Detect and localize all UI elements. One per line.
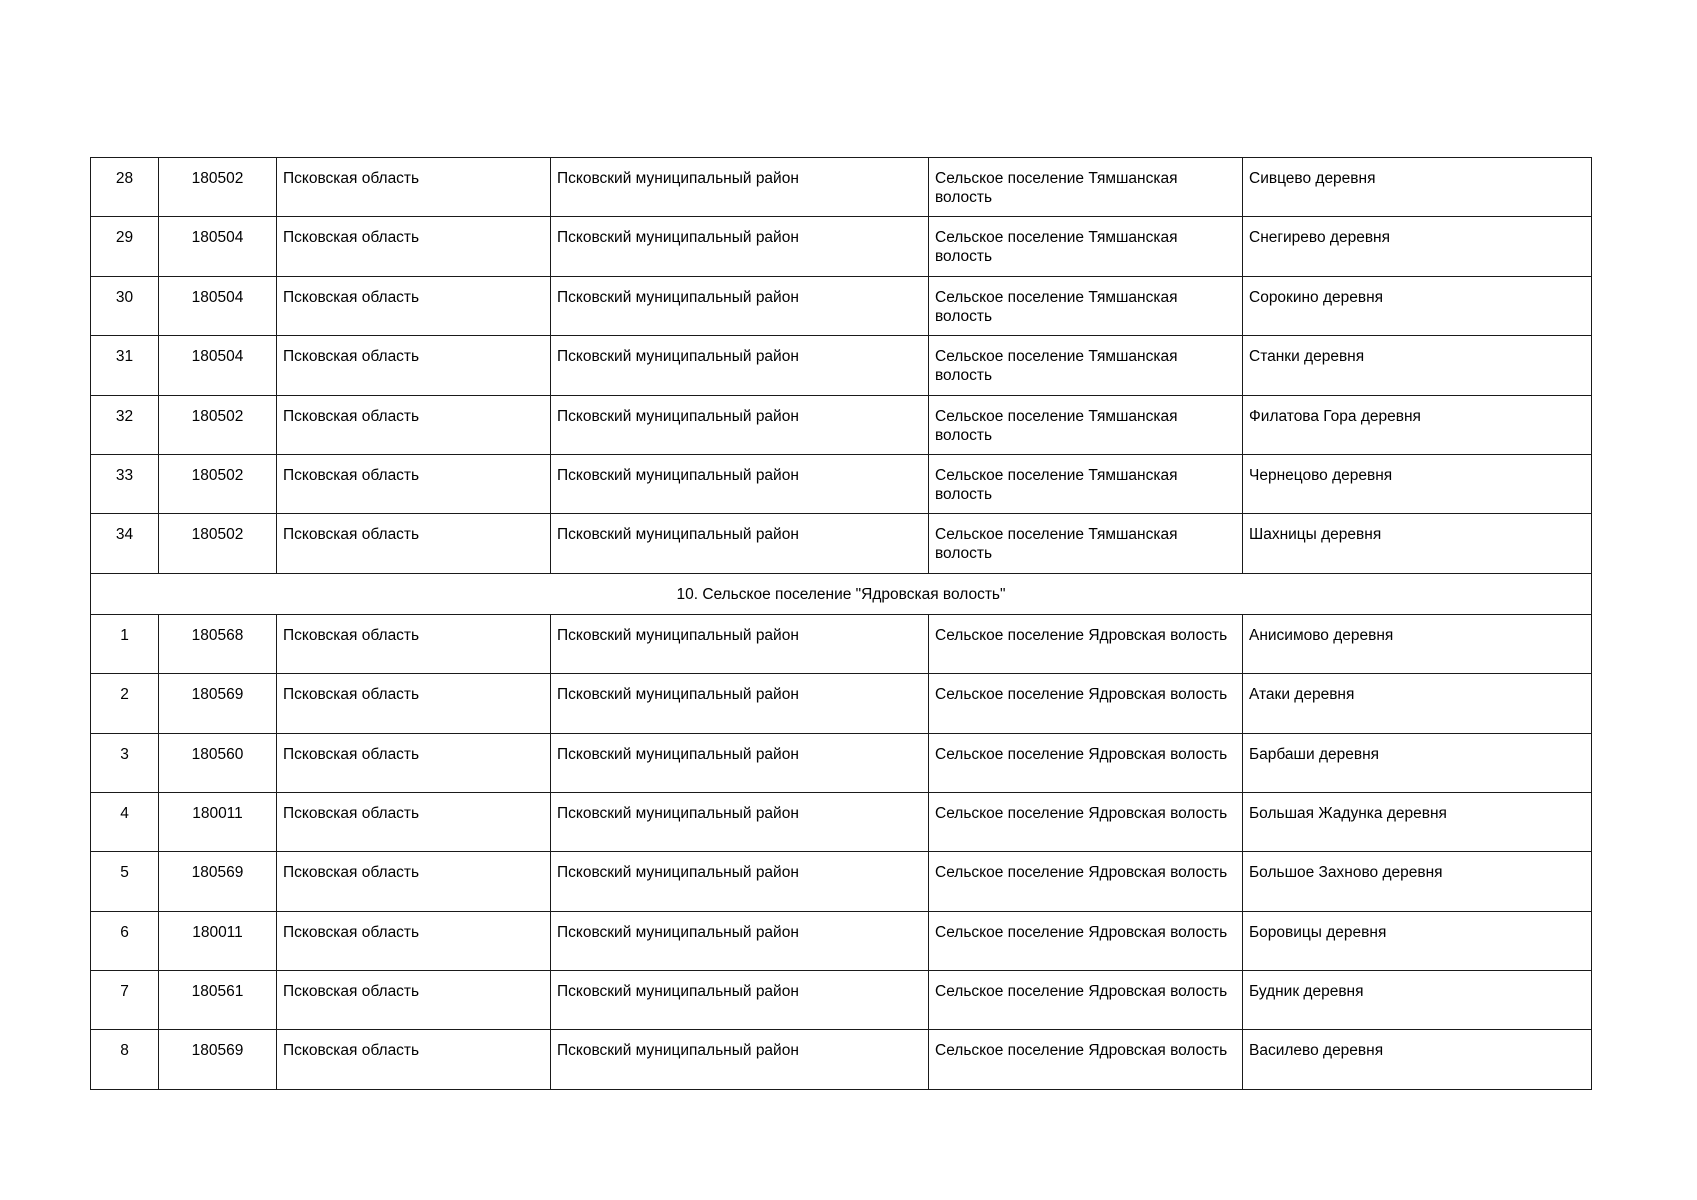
table-row bbox=[91, 336, 1592, 395]
settlement-cell: Сельское поселение Ядровская волость bbox=[929, 733, 1243, 792]
district-cell: Псковский муниципальный район bbox=[551, 792, 929, 851]
row-number-cell: 4 bbox=[91, 792, 159, 851]
postal-code-cell: 180561 bbox=[159, 971, 277, 1030]
table-row bbox=[91, 454, 1592, 513]
postal-code-cell: 180569 bbox=[159, 1030, 277, 1089]
table-row bbox=[91, 614, 1592, 673]
region-cell: Псковская область bbox=[277, 158, 551, 217]
postal-code-cell: 180011 bbox=[159, 911, 277, 970]
district-cell: Псковский муниципальный район bbox=[551, 276, 929, 335]
region-cell: Псковская область bbox=[277, 614, 551, 673]
postal-code-cell: 180504 bbox=[159, 336, 277, 395]
postal-code-cell: 180502 bbox=[159, 454, 277, 513]
settlement-cell: Сельское поселение Тямшанская волость bbox=[929, 454, 1243, 513]
row-number-cell: 33 bbox=[91, 454, 159, 513]
postal-code-cell: 180502 bbox=[159, 514, 277, 573]
table-row bbox=[91, 395, 1592, 454]
district-cell: Псковский муниципальный район bbox=[551, 733, 929, 792]
district-cell: Псковский муниципальный район bbox=[551, 336, 929, 395]
table-row bbox=[91, 514, 1592, 573]
table-row bbox=[91, 911, 1592, 970]
postal-code-cell: 180568 bbox=[159, 614, 277, 673]
locality-cell: Филатова Гора деревня bbox=[1243, 395, 1592, 454]
postal-code-cell: 180560 bbox=[159, 733, 277, 792]
district-cell: Псковский муниципальный район bbox=[551, 852, 929, 911]
locality-cell: Чернецово деревня bbox=[1243, 454, 1592, 513]
postal-code-cell: 180504 bbox=[159, 217, 277, 276]
row-number-cell: 30 bbox=[91, 276, 159, 335]
district-cell: Псковский муниципальный район bbox=[551, 911, 929, 970]
postal-code-cell: 180569 bbox=[159, 852, 277, 911]
region-cell: Псковская область bbox=[277, 852, 551, 911]
district-cell: Псковский муниципальный район bbox=[551, 158, 929, 217]
district-cell: Псковский муниципальный район bbox=[551, 971, 929, 1030]
row-number-cell: 28 bbox=[91, 158, 159, 217]
district-cell: Псковский муниципальный район bbox=[551, 217, 929, 276]
settlement-cell: Сельское поселение Тямшанская волость bbox=[929, 514, 1243, 573]
locality-cell: Будник деревня bbox=[1243, 971, 1592, 1030]
postal-code-cell: 180502 bbox=[159, 158, 277, 217]
table-row bbox=[91, 971, 1592, 1030]
region-cell: Псковская область bbox=[277, 674, 551, 733]
table-row bbox=[91, 852, 1592, 911]
settlement-cell: Сельское поселение Ядровская волость bbox=[929, 792, 1243, 851]
row-number-cell: 32 bbox=[91, 395, 159, 454]
table-row bbox=[91, 1030, 1592, 1089]
region-cell: Псковская область bbox=[277, 514, 551, 573]
table-row bbox=[91, 276, 1592, 335]
row-number-cell: 31 bbox=[91, 336, 159, 395]
district-cell: Псковский муниципальный район bbox=[551, 395, 929, 454]
district-cell: Псковский муниципальный район bbox=[551, 1030, 929, 1089]
table-row bbox=[91, 792, 1592, 851]
row-number-cell: 5 bbox=[91, 852, 159, 911]
locality-cell: Боровицы деревня bbox=[1243, 911, 1592, 970]
district-cell: Псковский муниципальный район bbox=[551, 614, 929, 673]
district-cell: Псковский муниципальный район bbox=[551, 454, 929, 513]
region-cell: Псковская область bbox=[277, 454, 551, 513]
postal-code-cell: 180011 bbox=[159, 792, 277, 851]
locality-cell: Снегирево деревня bbox=[1243, 217, 1592, 276]
region-cell: Псковская область bbox=[277, 395, 551, 454]
row-number-cell: 3 bbox=[91, 733, 159, 792]
region-cell: Псковская область bbox=[277, 1030, 551, 1089]
district-cell: Псковский муниципальный район bbox=[551, 514, 929, 573]
settlement-cell: Сельское поселение Ядровская волость bbox=[929, 911, 1243, 970]
row-number-cell: 34 bbox=[91, 514, 159, 573]
settlement-cell: Сельское поселение Ядровская волость bbox=[929, 852, 1243, 911]
postal-code-cell: 180502 bbox=[159, 395, 277, 454]
table-row bbox=[91, 674, 1592, 733]
table-row bbox=[91, 217, 1592, 276]
settlement-cell: Сельское поселение Тямшанская волость bbox=[929, 158, 1243, 217]
settlements-table bbox=[90, 157, 1592, 1090]
region-cell: Псковская область bbox=[277, 336, 551, 395]
locality-cell: Атаки деревня bbox=[1243, 674, 1592, 733]
row-number-cell: 7 bbox=[91, 971, 159, 1030]
section-header-row bbox=[91, 573, 1592, 614]
locality-cell: Станки деревня bbox=[1243, 336, 1592, 395]
row-number-cell: 2 bbox=[91, 674, 159, 733]
table-row bbox=[91, 158, 1592, 217]
settlement-cell: Сельское поселение Ядровская волость bbox=[929, 1030, 1243, 1089]
locality-cell: Шахницы деревня bbox=[1243, 514, 1592, 573]
row-number-cell: 1 bbox=[91, 614, 159, 673]
district-cell: Псковский муниципальный район bbox=[551, 674, 929, 733]
region-cell: Псковская область bbox=[277, 792, 551, 851]
settlement-cell: Сельское поселение Тямшанская волость bbox=[929, 217, 1243, 276]
region-cell: Псковская область bbox=[277, 971, 551, 1030]
settlement-cell: Сельское поселение Тямшанская волость bbox=[929, 395, 1243, 454]
settlement-cell: Сельское поселение Тямшанская волость bbox=[929, 336, 1243, 395]
table-row bbox=[91, 733, 1592, 792]
locality-cell: Сорокино деревня bbox=[1243, 276, 1592, 335]
locality-cell: Большая Жадунка деревня bbox=[1243, 792, 1592, 851]
settlement-cell: Сельское поселение Ядровская волость bbox=[929, 971, 1243, 1030]
settlement-cell: Сельское поселение Тямшанская волость bbox=[929, 276, 1243, 335]
locality-cell: Василево деревня bbox=[1243, 1030, 1592, 1089]
locality-cell: Анисимово деревня bbox=[1243, 614, 1592, 673]
settlement-cell: Сельское поселение Ядровская волость bbox=[929, 674, 1243, 733]
locality-cell: Большое Захново деревня bbox=[1243, 852, 1592, 911]
locality-cell: Сивцево деревня bbox=[1243, 158, 1592, 217]
settlement-cell: Сельское поселение Ядровская волость bbox=[929, 614, 1243, 673]
region-cell: Псковская область bbox=[277, 217, 551, 276]
table-body bbox=[91, 158, 1592, 1090]
region-cell: Псковская область bbox=[277, 911, 551, 970]
postal-code-cell: 180569 bbox=[159, 674, 277, 733]
locality-cell: Барбаши деревня bbox=[1243, 733, 1592, 792]
region-cell: Псковская область bbox=[277, 733, 551, 792]
section-title: 10. Сельское поселение "Ядровская волость" bbox=[91, 573, 1592, 614]
row-number-cell: 6 bbox=[91, 911, 159, 970]
region-cell: Псковская область bbox=[277, 276, 551, 335]
postal-code-cell: 180504 bbox=[159, 276, 277, 335]
row-number-cell: 29 bbox=[91, 217, 159, 276]
row-number-cell: 8 bbox=[91, 1030, 159, 1089]
